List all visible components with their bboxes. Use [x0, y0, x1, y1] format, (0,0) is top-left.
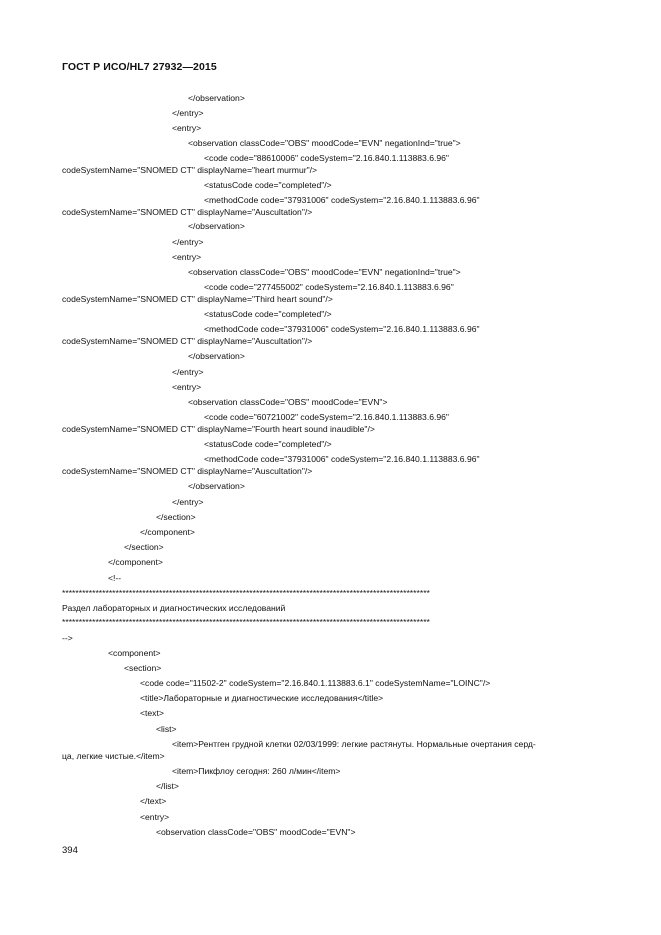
code-line: codeSystemName="SNOMED CT" displayName="Auscultation"/>: [62, 336, 313, 346]
code-line: <observation classCode="OBS" moodCode="EVN" negationInd="true">: [188, 138, 461, 148]
code-line: <entry>: [140, 812, 170, 822]
code-line: **************************************************************************************************************: [62, 588, 430, 598]
code-line: <component>: [108, 648, 161, 658]
code-line: </entry>: [172, 367, 204, 377]
code-line: ца, легкие чистые.</item>: [62, 751, 165, 761]
code-line: </entry>: [172, 108, 204, 118]
code-line: <section>: [124, 663, 162, 673]
code-line: <observation classCode="OBS" moodCode="EVN" negationInd="true">: [188, 267, 461, 277]
code-line: <text>: [140, 708, 164, 718]
code-line: <item>Пикфлоу сегодня: 260 л/мин</item>: [172, 766, 341, 776]
code-line: codeSystemName="SNOMED CT" displayName="Third heart sound"/>: [62, 294, 333, 304]
code-line: </component>: [108, 557, 163, 567]
code-line: <code code="60721002" codeSystem="2.16.840.1.113883.6.96": [204, 412, 449, 422]
code-line: </list>: [156, 781, 179, 791]
code-line: <code code="277455002" codeSystem="2.16.840.1.113883.6.96": [204, 282, 454, 292]
code-line: <code code="88610006" codeSystem="2.16.840.1.113883.6.96": [204, 153, 449, 163]
code-line: </text>: [140, 796, 167, 806]
code-line: codeSystemName="SNOMED CT" displayName="heart murmur"/>: [62, 165, 318, 175]
code-line: </component>: [140, 527, 195, 537]
page-number: 394: [62, 845, 78, 856]
code-line: </section>: [156, 512, 196, 522]
code-line: </entry>: [172, 237, 204, 247]
code-line: codeSystemName="SNOMED CT" displayName="Auscultation"/>: [62, 207, 313, 217]
code-line: Раздел лабораторных и диагностических исследований: [62, 603, 286, 613]
code-line: codeSystemName="SNOMED CT" displayName="Fourth heart sound inaudible"/>: [62, 424, 375, 434]
code-line: </observation>: [188, 221, 245, 231]
code-line: </section>: [124, 542, 164, 552]
code-line: </observation>: [188, 93, 245, 103]
code-line: **************************************************************************************************************: [62, 617, 430, 627]
code-line: <statusCode code="completed"/>: [204, 439, 332, 449]
code-line: <methodCode code="37931006" codeSystem="2.16.840.1.113883.6.96": [204, 454, 480, 464]
code-line: <observation classCode="OBS" moodCode="EVN">: [156, 827, 356, 837]
code-line: <methodCode code="37931006" codeSystem="2.16.840.1.113883.6.96": [204, 324, 480, 334]
code-line: </observation>: [188, 481, 245, 491]
code-line: <entry>: [172, 252, 202, 262]
code-line: -->: [62, 633, 73, 643]
code-line: <entry>: [172, 123, 202, 133]
code-line: <methodCode code="37931006" codeSystem="2.16.840.1.113883.6.96": [204, 195, 480, 205]
code-line: <!--: [108, 573, 122, 583]
page-header-title: ГОСТ Р ИСО/HL7 27932—2015: [62, 61, 217, 73]
code-line: codeSystemName="SNOMED CT" displayName="Auscultation"/>: [62, 466, 313, 476]
code-line: <item>Рентген грудной клетки 02/03/1999: легкие растянуты. Нормальные очертания серд-: [172, 739, 536, 749]
code-line: <entry>: [172, 382, 202, 392]
code-line: </observation>: [188, 351, 245, 361]
code-line: <statusCode code="completed"/>: [204, 309, 332, 319]
code-line: <code code="11502-2" codeSystem="2.16.840.1.113883.6.1" codeSystemName="LOINC"/>: [140, 678, 491, 688]
code-line: <title>Лабораторные и диагностические исследования</title>: [140, 693, 384, 703]
code-line: </entry>: [172, 497, 204, 507]
code-line: <statusCode code="completed"/>: [204, 180, 332, 190]
code-line: <list>: [156, 724, 177, 734]
code-line: <observation classCode="OBS" moodCode="EVN">: [188, 397, 388, 407]
